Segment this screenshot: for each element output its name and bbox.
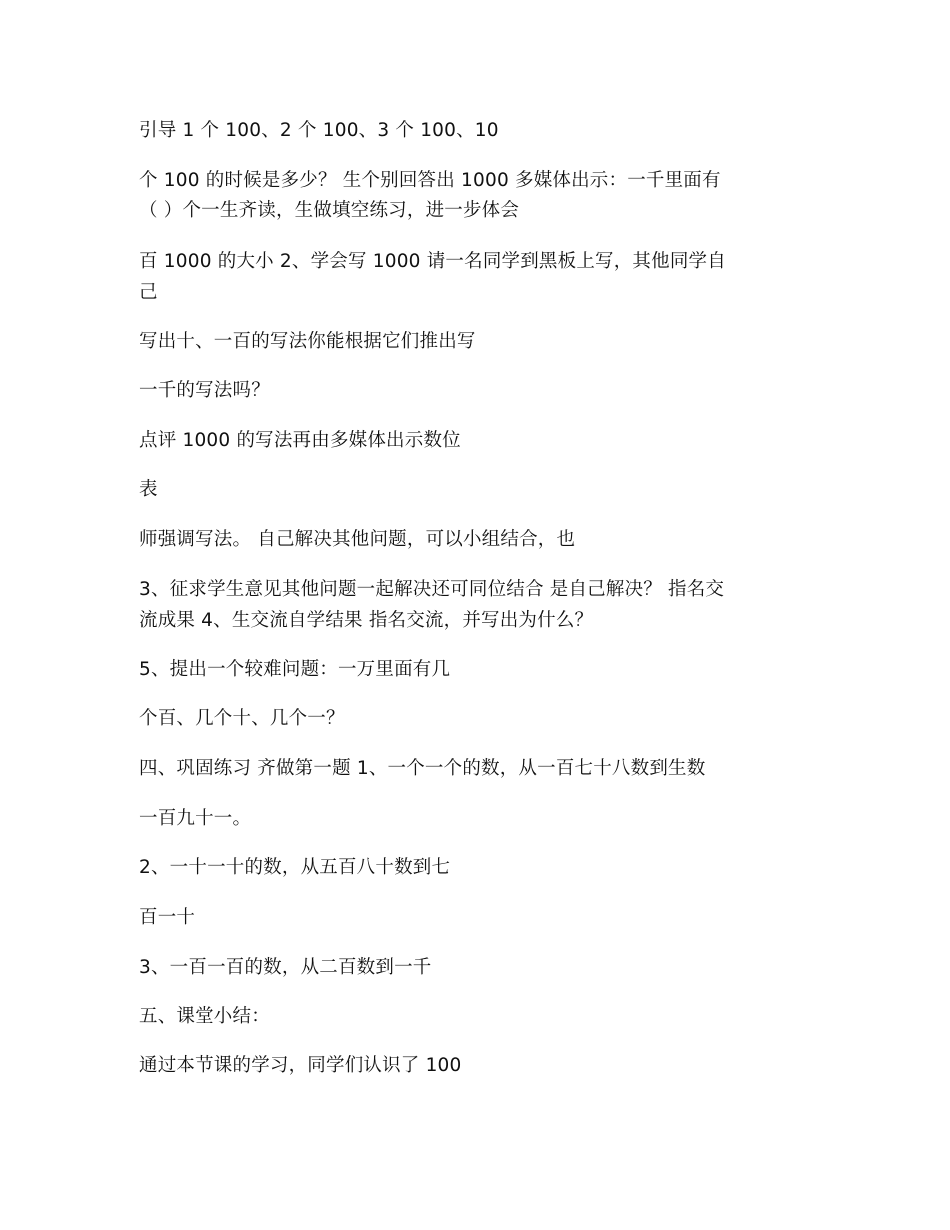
text-line: 个百、几个十、几个一？ — [139, 708, 345, 729]
text-line: 3、征求学生意见其他问题一起解决还可同位结合 是自己解决？ 指名交 — [139, 579, 725, 600]
text-line: 师强调写法。 自己解决其他问题，可以小组结合，也 — [139, 529, 576, 550]
text-line: 写出十、一百的写法你能根据它们推出写 — [139, 331, 476, 352]
text-line: 百 1000 的大小 2、学会写 1000 请一名同学到黑板上写，其他同学自 — [139, 251, 726, 272]
text-line: 表 — [139, 479, 158, 500]
text-line: 五、课堂小结： — [139, 1006, 270, 1027]
text-line: 百一十 — [139, 907, 196, 928]
text-line: 个 100 的时候是多少？ 生个别回答出 1000 多媒体出示：一千里面有 — [139, 170, 721, 191]
text-line: 引导 1 个 100、2 个 100、3 个 100、10 — [139, 120, 499, 141]
text-line: 四、巩固练习 齐做第一题 1、一个一个的数，从一百七十八数到生数 — [139, 758, 706, 779]
text-line: 3、一百一百的数，从二百数到一千 — [139, 957, 432, 978]
text-line: 一百九十一。 — [139, 808, 252, 829]
text-line: 流成果 4、生交流自学结果 指名交流，并写出为什么？ — [139, 610, 594, 631]
text-line: 点评 1000 的写法再由多媒体出示数位 — [139, 430, 461, 451]
text-line: 5、提出一个较难问题：一万里面有几 — [139, 659, 451, 680]
text-line: 一千的写法吗？ — [139, 380, 270, 401]
text-line: 己 — [139, 282, 158, 303]
text-line: 通过本节课的学习，同学们认识了 100 — [139, 1055, 462, 1076]
text-line: （ ）个一生齐读，生做填空练习，进一步体会 — [139, 200, 520, 221]
text-line: 2、一十一十的数，从五百八十数到七 — [139, 857, 451, 878]
